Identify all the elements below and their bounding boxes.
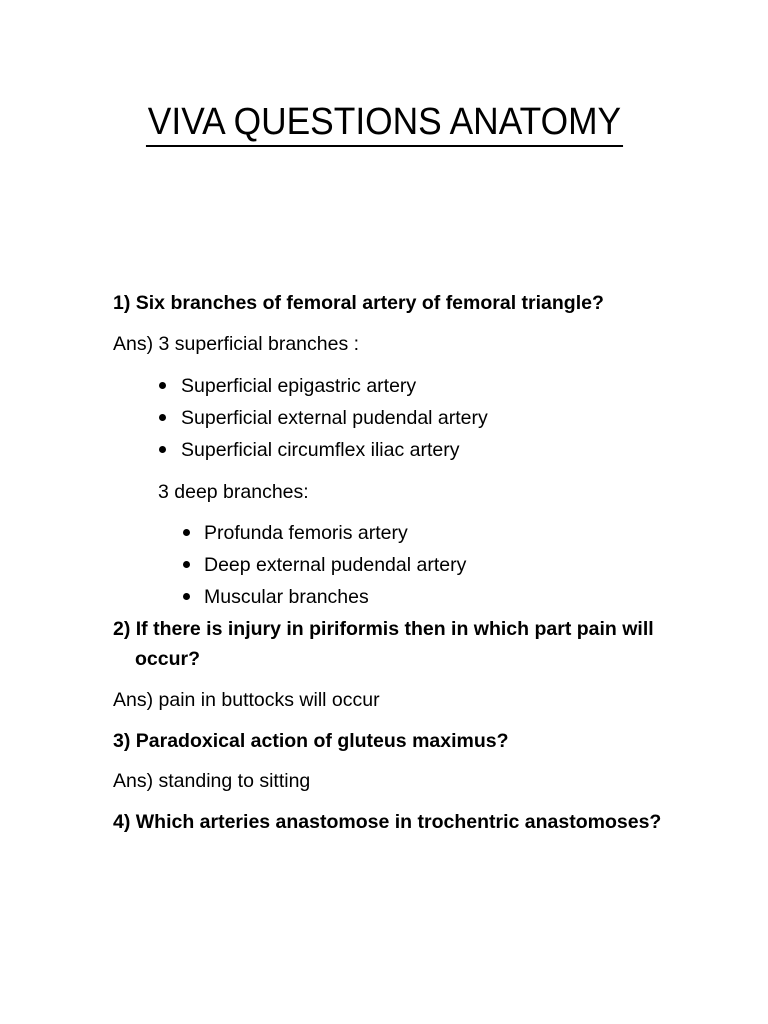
bullet-icon — [159, 446, 166, 453]
bullet-icon — [159, 414, 166, 421]
page-title — [0, 96, 768, 148]
question-4: 4) Which arteries anastomose in trochentric anastomoses? — [113, 811, 662, 833]
list-item: Deep external pudendal artery — [204, 554, 467, 576]
question-2-line-1: 2) If there is injury in piriformis then in which part pain will — [113, 618, 654, 640]
question-1: 1) Six branches of femoral artery of femoral triangle? — [113, 292, 604, 314]
answer-2: Ans) pain in buttocks will occur — [113, 689, 380, 711]
list-item: Muscular branches — [204, 586, 369, 608]
list-item: Superficial external pudendal artery — [181, 407, 488, 429]
question-2-line-2: occur? — [135, 648, 201, 670]
answer-3: Ans) standing to sitting — [113, 770, 311, 792]
page-title-text: VIVA QUESTIONS ANATOMY — [145, 99, 622, 147]
bullet-icon — [159, 382, 166, 389]
deep-branches-intro: 3 deep branches: — [158, 481, 309, 503]
bullet-icon — [183, 593, 190, 600]
answer-1-intro: Ans) 3 superficial branches : — [113, 333, 360, 355]
list-item: Profunda femoris artery — [204, 522, 408, 544]
list-item: Superficial circumflex iliac artery — [181, 439, 460, 461]
list-item: Superficial epigastric artery — [181, 375, 417, 397]
bullet-icon — [183, 561, 190, 568]
question-3: 3) Paradoxical action of gluteus maximus? — [113, 730, 509, 752]
bullet-icon — [183, 529, 190, 536]
